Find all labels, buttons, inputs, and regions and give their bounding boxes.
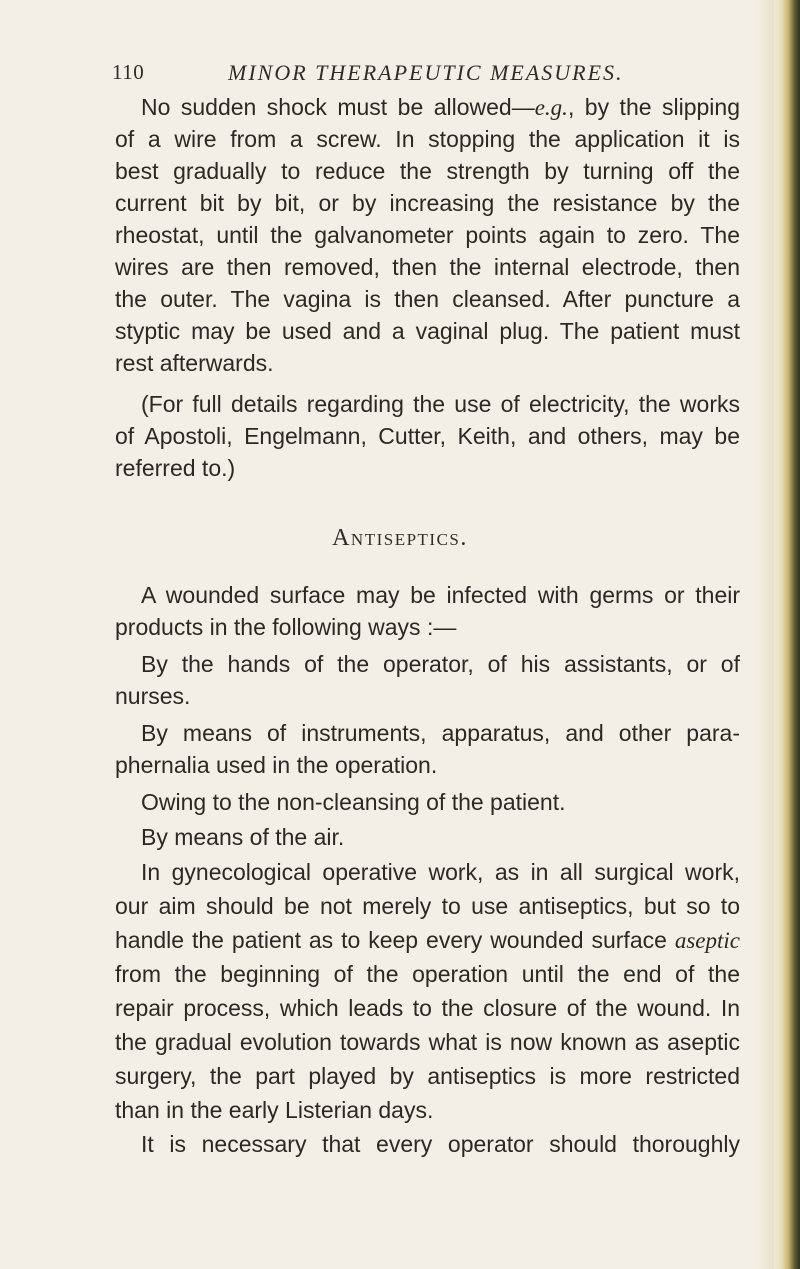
paragraph-line (115, 925, 740, 956)
list-item-line: Owing to the non-cleansing of the patient. (141, 789, 566, 815)
paragraph-line: products in the following ways :— (115, 614, 457, 640)
list-item-line: phernalia used in the operation. (115, 752, 438, 778)
paragraph-line: In gynecological operative work, as in all surgical work, (141, 859, 740, 885)
running-title: MINOR THERAPEUTIC MEASURES. (228, 60, 624, 85)
paragraph-line: the gradual evolution towards what is now known as aseptic (115, 1029, 740, 1055)
text-span: handle the patient as to keep every wounded surface (115, 927, 675, 953)
section-heading: Antiseptics. (332, 525, 468, 551)
paragraph-line: (For full details regarding the use of electricity, the works (141, 391, 740, 417)
paragraph-line: than in the early Listerian days. (115, 1097, 434, 1123)
page-edge-shadow (756, 0, 774, 1269)
paragraph-line: from the beginning of the operation until the end of the (115, 961, 740, 987)
text-span: No sudden shock must be allowed— (141, 94, 535, 120)
list-item-line: nurses. (115, 683, 191, 709)
paragraph-line: of Apostoli, Engelmann, Cutter, Keith, and others, may be (115, 423, 740, 449)
text-span: , by the slipping (567, 94, 740, 120)
paragraph-line: repair process, which leads to the closure of the wound. In (115, 995, 740, 1021)
italic-text: e.g. (534, 95, 568, 120)
paragraph-line: best gradually to reduce the strength by turning off the (115, 158, 740, 184)
list-item-line: By means of the air. (141, 824, 345, 850)
page-number: 110 (112, 60, 145, 84)
paragraph-line: rest afterwards. (115, 350, 274, 376)
paragraph-line: of a wire from a screw. In stopping the application it is (115, 126, 740, 152)
paragraph-line (141, 92, 740, 123)
paragraph-line: surgery, the part played by antiseptics is more restricted (115, 1063, 740, 1089)
paragraph-line: styptic may be used and a vaginal plug. The patient must (115, 318, 740, 344)
paragraph-line: rheostat, until the galvanometer points again to zero. The (115, 222, 740, 248)
paragraph-line: referred to.) (115, 455, 236, 481)
list-item-line: By the hands of the operator, of his assistants, or of (141, 651, 740, 677)
page-edge-binding (774, 0, 800, 1269)
page-header (112, 60, 672, 96)
paragraph-line: It is necessary that every operator should thoroughly (141, 1131, 740, 1157)
list-item-line: By means of instruments, apparatus, and other para- (141, 720, 740, 746)
paragraph-line: our aim should be not merely to use antiseptics, but so to (115, 893, 740, 919)
paragraph-line: wires are then removed, then the internal electrode, then (115, 254, 740, 280)
paragraph-line: the outer. The vagina is then cleansed. After puncture a (115, 286, 740, 312)
paragraph-line: current bit by bit, or by increasing the resistance by the (115, 190, 740, 216)
italic-text: aseptic (674, 928, 740, 953)
paragraph-line: A wounded surface may be infected with germs or their (141, 582, 740, 608)
